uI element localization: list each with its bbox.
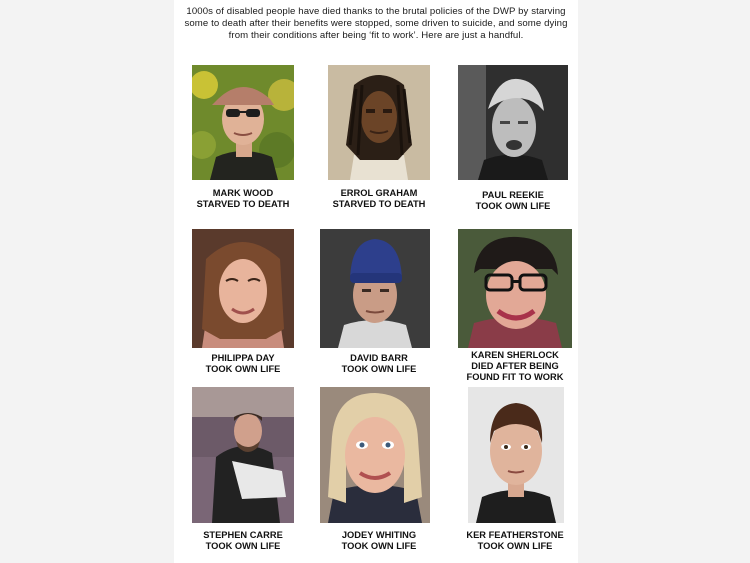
person-name: ERROL GRAHAM xyxy=(340,188,418,198)
caption-mark-wood xyxy=(174,188,312,210)
person-fate: TOOK OWN LIFE xyxy=(341,541,417,551)
person-name: PAUL REEKIE xyxy=(482,190,544,200)
portrait-stephen-carre xyxy=(192,387,294,523)
caption-karen-sherlock xyxy=(446,350,584,383)
person-fate: DIED AFTER BEING xyxy=(471,361,559,371)
caption-ker-featherstone xyxy=(444,530,586,552)
person-fate-line-2: FOUND FIT TO WORK xyxy=(466,372,564,382)
portrait-david-barr xyxy=(320,229,430,348)
portrait-mark-wood xyxy=(192,65,294,180)
person-name: JODEY WHITING xyxy=(341,530,417,540)
caption-paul-reekie xyxy=(444,190,582,212)
person-fate: TOOK OWN LIFE xyxy=(205,541,281,551)
person-fate: TOOK OWN LIFE xyxy=(477,541,553,551)
person-name: MARK WOOD xyxy=(212,188,274,198)
caption-jodey-whiting xyxy=(310,530,448,552)
person-name: STEPHEN CARRE xyxy=(203,530,283,540)
portrait-paul-reekie xyxy=(458,65,568,180)
portrait-philippa-day xyxy=(192,229,294,348)
person-fate: STARVED TO DEATH xyxy=(332,199,426,209)
caption-david-barr xyxy=(310,353,448,375)
caption-stephen-carre xyxy=(174,530,312,552)
portrait-jodey-whiting xyxy=(320,387,430,523)
person-name: DAVID BARR xyxy=(350,353,408,363)
portrait-ker-featherstone xyxy=(468,387,564,523)
person-name: KAREN SHERLOCK xyxy=(471,350,559,360)
caption-philippa-day xyxy=(174,353,312,375)
memorial-poster xyxy=(174,0,578,563)
caption-errol-graham xyxy=(310,188,448,210)
portrait-errol-graham xyxy=(328,65,430,180)
person-fate: TOOK OWN LIFE xyxy=(475,201,551,211)
intro-text: 1000s of disabled people have died thanks to the brutal policies of the DWP by starving some to death after their benefits were stopped, some driven to suicide, and some dying from their conditions after being ‘fit to work’. Here are just a handful. xyxy=(184,6,568,41)
person-name: KER FEATHERSTONE xyxy=(466,530,564,540)
person-fate: STARVED TO DEATH xyxy=(196,199,290,209)
person-name: PHILIPPA DAY xyxy=(211,353,275,363)
person-fate: TOOK OWN LIFE xyxy=(205,364,281,374)
person-fate: TOOK OWN LIFE xyxy=(341,364,417,374)
portrait-karen-sherlock xyxy=(458,229,572,348)
